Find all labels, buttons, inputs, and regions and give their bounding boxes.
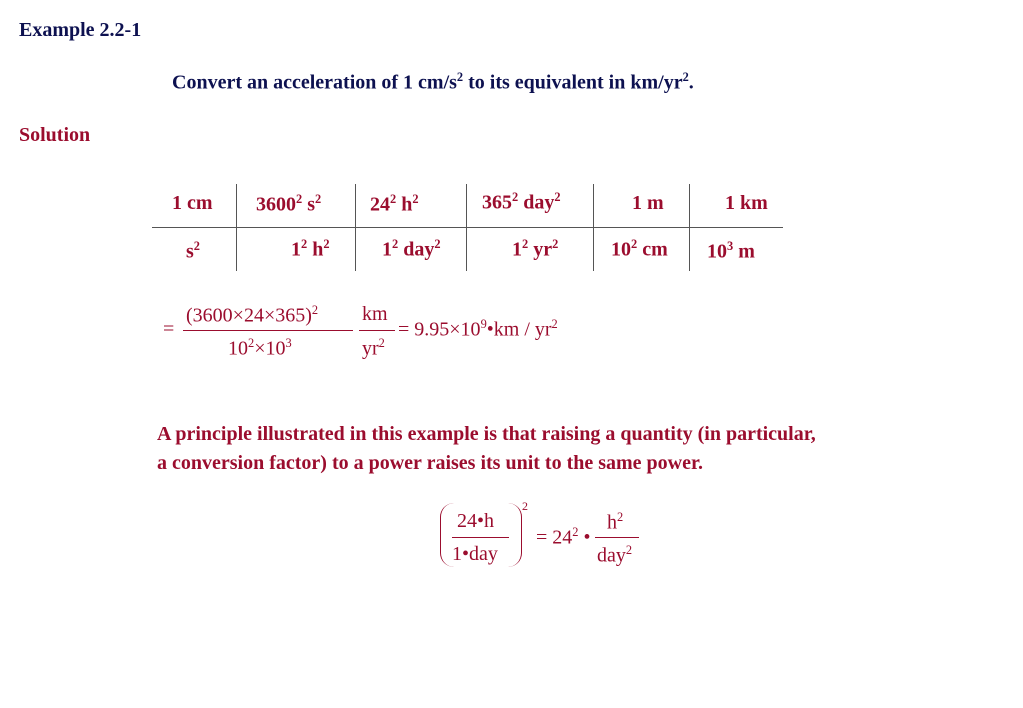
equation-equals: = — [163, 318, 175, 340]
right-parenthesis — [507, 503, 522, 567]
power-result-denominator: day$^2$ — [597, 543, 633, 567]
power-numerator: 24•h — [457, 510, 495, 532]
equation-unit-denominator: $yr^2$ — [362, 336, 385, 360]
problem-exp-1: 2 — [456, 70, 464, 84]
table-divider-4 — [593, 184, 594, 271]
principle-line: a conversion factor) to a power raises its unit to the same power. — [157, 452, 704, 474]
problem-text-mid: to its equivalent in km/yr — [463, 71, 683, 94]
table-divider-2 — [355, 184, 356, 271]
table-bottom-cell: $10^2$ cm — [611, 237, 668, 261]
principle-line: A principle illustrated in this example is that raising a quantity (in particular, — [157, 423, 816, 445]
table-bottom-cell: $1^2$ $yr^2$ — [512, 237, 559, 261]
equation-numerator: $(3600\times 24\times 365)^2$ — [186, 303, 319, 327]
table-divider-5 — [689, 184, 690, 271]
table-bottom-cell: $10^3$ m — [707, 239, 755, 263]
problem-text-post: . — [688, 71, 694, 94]
equation-unit-numerator: km — [362, 303, 388, 325]
power-denominator: 1•day — [452, 543, 498, 565]
table-bottom-cell: $1^2$ $h^2$ — [291, 237, 330, 261]
equation-denominator: $10^2\times 10^3$ — [228, 336, 292, 360]
power-result-fraction-bar — [595, 537, 639, 538]
table-bottom-cell: $s^2$ — [186, 239, 200, 263]
equation-result: = $9.95\times 10^9•km / yr^2$ — [398, 317, 558, 341]
table-top-cell: $365^2$ day$^2$ — [482, 190, 561, 214]
principle-paragraph — [157, 420, 816, 478]
table-top-cell: 1 cm — [172, 192, 213, 214]
table-divider-1 — [236, 184, 237, 271]
power-result-coefficient: = $24^2$ • — [536, 525, 591, 549]
problem-exp-2: 2 — [682, 70, 689, 84]
table-top-cell: 1 m — [632, 192, 664, 214]
table-top-cell: $24^2$ $h^2$ — [370, 192, 419, 216]
example-title: Example 2.2-1 — [19, 19, 142, 41]
table-top-cell: 1 km — [725, 192, 768, 214]
power-outer-exponent: 2 — [522, 499, 528, 513]
problem-text-pre: Convert an acceleration of 1 cm/s — [172, 71, 457, 94]
table-divider-3 — [466, 184, 467, 271]
equation-fraction-bar-1 — [183, 330, 353, 331]
table-top-cell: 3600$^2$ $s^2$ — [256, 192, 322, 216]
power-fraction-bar — [452, 537, 509, 538]
problem-statement — [172, 70, 694, 95]
table-bottom-cell: $1^2$ day$^2$ — [382, 237, 441, 261]
equation-fraction-bar-2 — [359, 330, 395, 331]
solution-label: Solution — [19, 124, 91, 146]
power-result-numerator: $h^2$ — [607, 510, 624, 534]
